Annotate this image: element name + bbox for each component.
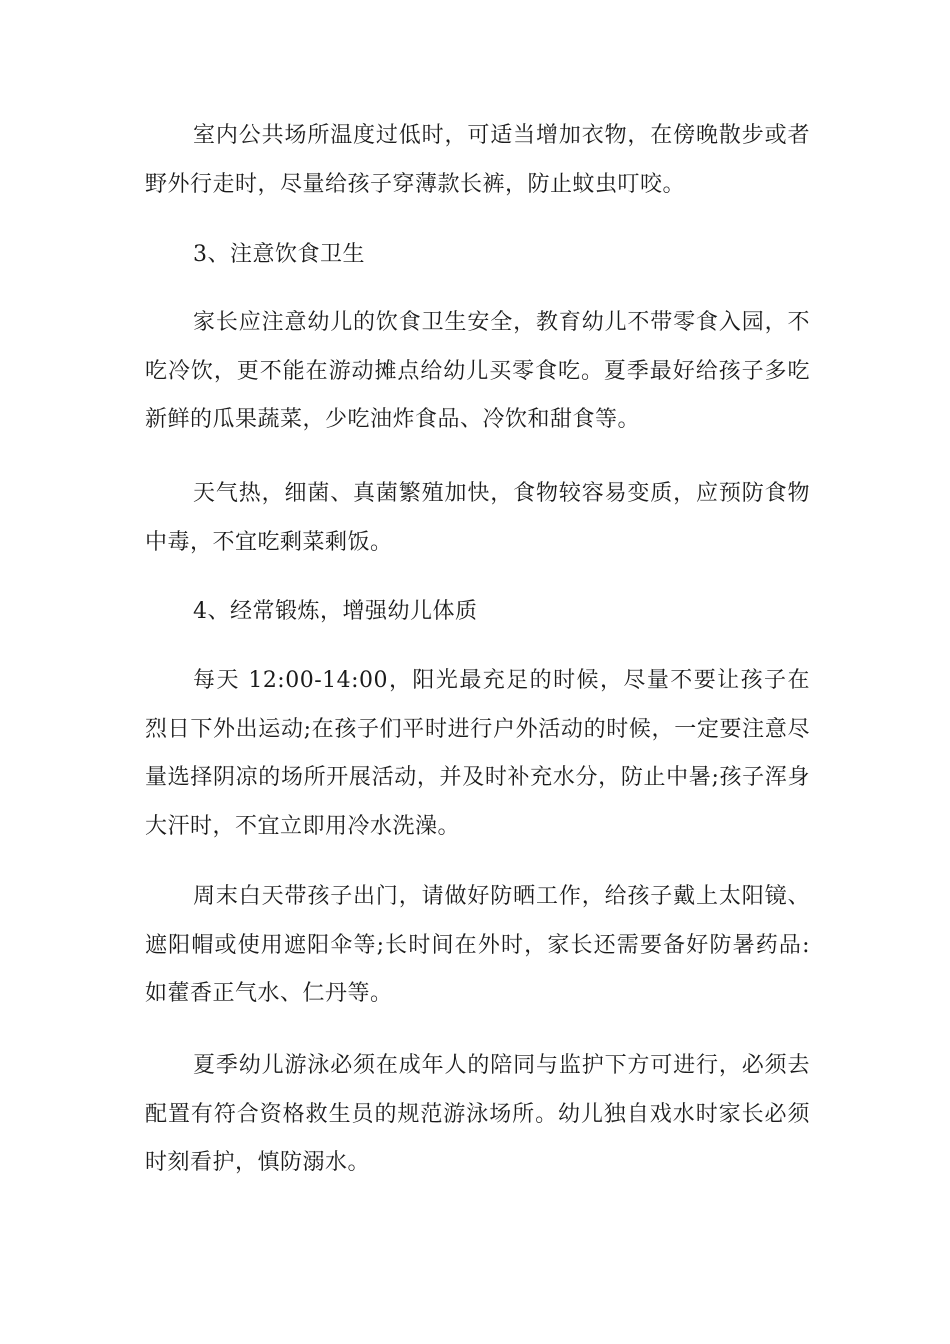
paragraph-sun-protection: 周末白天带孩子出门，请做好防晒工作，给孩子戴上太阳镜、遮阳帽或使用遮阳伞等;长时间在外时，家长还需要备好防暑药品:如藿香正气水、仁丹等。: [145, 884, 810, 1006]
paragraph-food-poisoning: 天气热，细菌、真菌繁殖加快，食物较容易变质，应预防食物中毒，不宜吃剩菜剩饭。: [145, 481, 810, 555]
heading-diet-hygiene: 3、注意饮食卫生: [193, 242, 365, 267]
heading-exercise: 4、经常锻炼，增强幼儿体质: [193, 599, 478, 624]
paragraph-swimming-safety: 夏季幼儿游泳必须在成年人的陪同与监护下方可进行，必须去配置有符合资格救生员的规范游泳场所。幼儿独自戏水时家长必须时刻看护，慎防溺水。: [145, 1053, 810, 1175]
paragraph-indoor-clothing: 室内公共场所温度过低时，可适当增加衣物，在傍晚散步或者野外行走时，尽量给孩子穿薄款长裤，防止蚊虫叮咬。: [145, 123, 810, 197]
paragraph-diet-safety: 家长应注意幼儿的饮食卫生安全，教育幼儿不带零食入园，不吃冷饮，更不能在游动摊点给幼儿买零食吃。夏季最好给孩子多吃新鲜的瓜果蔬菜，少吃油炸食品、冷饮和甜食等。: [145, 310, 810, 432]
paragraph-heatstroke: 每天 12:00-14:00，阳光最充足的时候，尽量不要让孩子在烈日下外出运动;在孩子们平时进行户外活动的时候，一定要注意尽量选择阴凉的场所开展活动，并及时补充水分，防止中暑;孩子浑身大汗时，不宜立即用冷水洗澡。: [145, 668, 810, 839]
